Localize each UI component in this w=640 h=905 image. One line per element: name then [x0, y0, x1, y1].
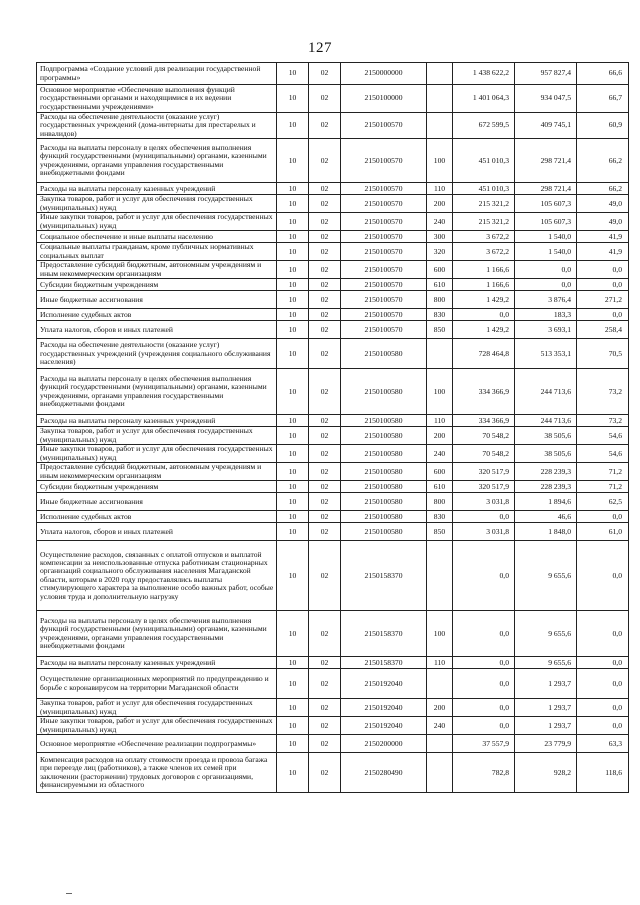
- row-name: Закупка товаров, работ и услуг для обеспечения государственных (муниципальных) нужд: [37, 699, 277, 717]
- row-subsection: 02: [309, 213, 341, 231]
- row-approved-amount: 70 548,2: [453, 427, 515, 445]
- row-section: 10: [277, 279, 309, 291]
- row-executed-amount: 409 745,1: [515, 113, 577, 139]
- row-name: Уплата налогов, сборов и иных платежей: [37, 523, 277, 541]
- row-subsection: 02: [309, 63, 341, 85]
- row-approved-amount: 37 557,9: [453, 735, 515, 753]
- row-executed-amount: 9 655,6: [515, 657, 577, 669]
- row-approved-amount: 320 517,9: [453, 463, 515, 481]
- row-name: Субсидии бюджетным учреждениям: [37, 481, 277, 493]
- row-executed-amount: 957 827,4: [515, 63, 577, 85]
- row-section: 10: [277, 369, 309, 415]
- row-subsection: 02: [309, 113, 341, 139]
- row-target-code: 2150100570: [341, 213, 427, 231]
- row-subsection: 02: [309, 717, 341, 735]
- row-approved-amount: 1 429,2: [453, 291, 515, 309]
- table-row: [37, 493, 629, 511]
- row-execution-percent: 41,9: [577, 231, 629, 243]
- table-row: [37, 63, 629, 85]
- row-subsection: 02: [309, 523, 341, 541]
- row-approved-amount: 3 031,8: [453, 523, 515, 541]
- row-target-code: 2150158370: [341, 541, 427, 611]
- row-subsection: 02: [309, 463, 341, 481]
- row-section: 10: [277, 657, 309, 669]
- row-subsection: 02: [309, 85, 341, 113]
- row-executed-amount: 0,0: [515, 261, 577, 279]
- row-subsection: 02: [309, 183, 341, 195]
- row-target-code: 2150100570: [341, 183, 427, 195]
- row-section: 10: [277, 493, 309, 511]
- row-approved-amount: 782,8: [453, 753, 515, 793]
- row-expense-type: 320: [427, 243, 453, 261]
- row-target-code: 2150100570: [341, 139, 427, 183]
- row-expense-type: 110: [427, 657, 453, 669]
- row-executed-amount: 105 607,3: [515, 213, 577, 231]
- row-name: Расходы на выплаты персоналу в целях обеспечения выполнения функций государственными (муниципальными) органами, казенными учреждениями, органами управления государственными внебюджетными фондами: [37, 369, 277, 415]
- row-subsection: 02: [309, 279, 341, 291]
- row-subsection: 02: [309, 481, 341, 493]
- row-target-code: 2150000000: [341, 63, 427, 85]
- row-name: Расходы на выплаты персоналу в целях обеспечения выполнения функций государственными (муниципальными) органами, казенными учреждениями, органами управления государственными внебюджетными фондами: [37, 611, 277, 657]
- row-execution-percent: 62,5: [577, 493, 629, 511]
- budget-table-wrapper: [36, 62, 629, 793]
- table-row: [37, 481, 629, 493]
- row-executed-amount: 934 047,5: [515, 85, 577, 113]
- row-section: 10: [277, 309, 309, 321]
- row-target-code: 2150192040: [341, 699, 427, 717]
- row-expense-type: 240: [427, 717, 453, 735]
- row-executed-amount: 3 693,1: [515, 321, 577, 339]
- row-name: Компенсация расходов на оплату стоимости проезда и провоза багажа при переезде лиц (работников), а также членов их семей при заключении (расторжении) трудовых договоров с организациями, финансируемыми из областного: [37, 753, 277, 793]
- row-executed-amount: 1 540,0: [515, 243, 577, 261]
- table-row: [37, 113, 629, 139]
- row-executed-amount: 46,6: [515, 511, 577, 523]
- row-section: 10: [277, 541, 309, 611]
- row-subsection: 02: [309, 657, 341, 669]
- row-subsection: 02: [309, 445, 341, 463]
- table-row: [37, 279, 629, 291]
- row-subsection: 02: [309, 493, 341, 511]
- table-row: [37, 139, 629, 183]
- row-section: 10: [277, 481, 309, 493]
- row-subsection: 02: [309, 699, 341, 717]
- row-target-code: 2150280490: [341, 753, 427, 793]
- row-execution-percent: 71,2: [577, 481, 629, 493]
- row-section: 10: [277, 717, 309, 735]
- page-number: 127: [308, 40, 332, 56]
- row-execution-percent: 0,0: [577, 309, 629, 321]
- row-target-code: 2150100580: [341, 493, 427, 511]
- row-expense-type: [427, 85, 453, 113]
- row-subsection: 02: [309, 291, 341, 309]
- row-execution-percent: 0,0: [577, 541, 629, 611]
- row-approved-amount: 334 366,9: [453, 415, 515, 427]
- row-subsection: 02: [309, 243, 341, 261]
- row-expense-type: 610: [427, 279, 453, 291]
- row-target-code: 2150100570: [341, 113, 427, 139]
- row-subsection: 02: [309, 753, 341, 793]
- row-target-code: 2150100570: [341, 243, 427, 261]
- row-execution-percent: 0,0: [577, 611, 629, 657]
- row-target-code: 2150100570: [341, 261, 427, 279]
- row-expense-type: 200: [427, 195, 453, 213]
- row-approved-amount: 728 464,8: [453, 339, 515, 369]
- row-name: Осуществление расходов, связанных с оплатой отпусков и выплатой компенсации за неиспользованные отпуска работникам стационарных организаций социального обслуживания населения Магаданской области, которым в 2020 году предоставлялись выплаты стимулирующего характера за выполнение особо важных работ, особые условия труда и дополнительную нагрузку: [37, 541, 277, 611]
- row-subsection: 02: [309, 139, 341, 183]
- table-row: [37, 369, 629, 415]
- row-section: 10: [277, 321, 309, 339]
- row-execution-percent: 0,0: [577, 717, 629, 735]
- row-executed-amount: 183,3: [515, 309, 577, 321]
- budget-table: [36, 62, 629, 793]
- row-approved-amount: 1 438 622,2: [453, 63, 515, 85]
- row-executed-amount: 1 293,7: [515, 717, 577, 735]
- row-name: Субсидии бюджетным учреждениям: [37, 279, 277, 291]
- row-expense-type: 200: [427, 427, 453, 445]
- row-target-code: 2150100570: [341, 279, 427, 291]
- row-execution-percent: 71,2: [577, 463, 629, 481]
- row-execution-percent: 60,9: [577, 113, 629, 139]
- row-name: Иные бюджетные ассигнования: [37, 493, 277, 511]
- row-subsection: 02: [309, 321, 341, 339]
- row-approved-amount: 0,0: [453, 541, 515, 611]
- table-row: [37, 523, 629, 541]
- row-approved-amount: 672 599,5: [453, 113, 515, 139]
- row-target-code: 2150200000: [341, 735, 427, 753]
- row-target-code: 2150158370: [341, 657, 427, 669]
- row-name: Закупка товаров, работ и услуг для обеспечения государственных (муниципальных) нужд: [37, 427, 277, 445]
- row-execution-percent: 49,0: [577, 213, 629, 231]
- row-execution-percent: 70,5: [577, 339, 629, 369]
- row-name: Закупка товаров, работ и услуг для обеспечения государственных (муниципальных) нужд: [37, 195, 277, 213]
- row-executed-amount: 38 505,6: [515, 445, 577, 463]
- row-expense-type: 600: [427, 261, 453, 279]
- row-expense-type: 800: [427, 291, 453, 309]
- table-row: [37, 717, 629, 735]
- row-target-code: 2150100580: [341, 511, 427, 523]
- table-row: [37, 309, 629, 321]
- row-expense-type: [427, 113, 453, 139]
- row-section: 10: [277, 669, 309, 699]
- row-expense-type: 830: [427, 511, 453, 523]
- row-execution-percent: 73,2: [577, 369, 629, 415]
- row-execution-percent: 66,2: [577, 139, 629, 183]
- row-section: 10: [277, 261, 309, 279]
- row-executed-amount: 228 239,3: [515, 463, 577, 481]
- row-subsection: 02: [309, 261, 341, 279]
- table-row: [37, 195, 629, 213]
- row-section: 10: [277, 85, 309, 113]
- row-target-code: 2150100580: [341, 481, 427, 493]
- row-executed-amount: 298 721,4: [515, 139, 577, 183]
- row-subsection: 02: [309, 369, 341, 415]
- row-expense-type: 850: [427, 523, 453, 541]
- row-expense-type: 100: [427, 369, 453, 415]
- row-name: Расходы на выплаты персоналу в целях обеспечения выполнения функций государственными (муниципальными) органами, казенными учреждениями, органами управления государственными внебюджетными фондами: [37, 139, 277, 183]
- row-target-code: 2150192040: [341, 717, 427, 735]
- row-approved-amount: 0,0: [453, 717, 515, 735]
- row-section: 10: [277, 291, 309, 309]
- row-approved-amount: 0,0: [453, 309, 515, 321]
- row-subsection: 02: [309, 427, 341, 445]
- row-execution-percent: 49,0: [577, 195, 629, 213]
- row-target-code: 2150192040: [341, 669, 427, 699]
- table-row: [37, 445, 629, 463]
- row-section: 10: [277, 243, 309, 261]
- row-executed-amount: 228 239,3: [515, 481, 577, 493]
- table-row: [37, 415, 629, 427]
- row-name: Иные закупки товаров, работ и услуг для обеспечения государственных (муниципальных) нужд: [37, 445, 277, 463]
- row-target-code: 2150100580: [341, 415, 427, 427]
- row-executed-amount: 105 607,3: [515, 195, 577, 213]
- row-execution-percent: 0,0: [577, 261, 629, 279]
- row-section: 10: [277, 139, 309, 183]
- row-name: Иные бюджетные ассигнования: [37, 291, 277, 309]
- row-approved-amount: 0,0: [453, 699, 515, 717]
- row-executed-amount: 9 655,6: [515, 541, 577, 611]
- row-expense-type: 100: [427, 139, 453, 183]
- row-section: 10: [277, 415, 309, 427]
- row-expense-type: [427, 339, 453, 369]
- row-section: 10: [277, 523, 309, 541]
- table-row: [37, 291, 629, 309]
- row-name: Расходы на обеспечение деятельности (оказание услуг) государственных учреждений (дома-интернаты для престарелых и инвалидов): [37, 113, 277, 139]
- row-expense-type: 100: [427, 611, 453, 657]
- row-subsection: 02: [309, 511, 341, 523]
- row-target-code: 2150100570: [341, 195, 427, 213]
- row-approved-amount: 451 010,3: [453, 139, 515, 183]
- row-section: 10: [277, 753, 309, 793]
- row-section: 10: [277, 183, 309, 195]
- row-execution-percent: 0,0: [577, 511, 629, 523]
- row-name: Предоставление субсидий бюджетным, автономным учреждениям и иным некоммерческим организациям: [37, 261, 277, 279]
- row-approved-amount: 3 031,8: [453, 493, 515, 511]
- row-expense-type: 110: [427, 415, 453, 427]
- table-row: [37, 511, 629, 523]
- row-expense-type: [427, 669, 453, 699]
- row-approved-amount: 215 321,2: [453, 195, 515, 213]
- row-approved-amount: 1 166,6: [453, 261, 515, 279]
- row-target-code: 2150100580: [341, 463, 427, 481]
- row-name: Основное мероприятие «Обеспечение выполнения функций государственными органами и находящимися в их ведении государственными учреждениями»: [37, 85, 277, 113]
- table-row: [37, 231, 629, 243]
- row-section: 10: [277, 231, 309, 243]
- table-row: [37, 339, 629, 369]
- row-name: Расходы на выплаты персоналу казенных учреждений: [37, 415, 277, 427]
- row-subsection: 02: [309, 735, 341, 753]
- row-execution-percent: 0,0: [577, 657, 629, 669]
- row-expense-type: 110: [427, 183, 453, 195]
- row-approved-amount: 3 672,2: [453, 231, 515, 243]
- row-subsection: 02: [309, 541, 341, 611]
- table-row: [37, 183, 629, 195]
- row-executed-amount: 38 505,6: [515, 427, 577, 445]
- row-executed-amount: 244 713,6: [515, 415, 577, 427]
- row-approved-amount: 1 429,2: [453, 321, 515, 339]
- row-name: Расходы на выплаты персоналу казенных учреждений: [37, 183, 277, 195]
- row-approved-amount: 0,0: [453, 657, 515, 669]
- row-expense-type: 830: [427, 309, 453, 321]
- row-approved-amount: 3 672,2: [453, 243, 515, 261]
- row-target-code: 2150158370: [341, 611, 427, 657]
- row-executed-amount: 513 353,1: [515, 339, 577, 369]
- row-executed-amount: 298 721,4: [515, 183, 577, 195]
- row-name: Расходы на выплаты персоналу казенных учреждений: [37, 657, 277, 669]
- row-executed-amount: 244 713,6: [515, 369, 577, 415]
- row-approved-amount: 215 321,2: [453, 213, 515, 231]
- row-section: 10: [277, 63, 309, 85]
- row-section: 10: [277, 463, 309, 481]
- row-execution-percent: 66,2: [577, 183, 629, 195]
- row-name: Основное мероприятие «Обеспечение реализации подпрограммы»: [37, 735, 277, 753]
- row-name: Иные закупки товаров, работ и услуг для обеспечения государственных (муниципальных) нужд: [37, 213, 277, 231]
- row-approved-amount: 0,0: [453, 611, 515, 657]
- row-execution-percent: 0,0: [577, 699, 629, 717]
- row-approved-amount: 0,0: [453, 511, 515, 523]
- row-expense-type: 300: [427, 231, 453, 243]
- table-row: [37, 243, 629, 261]
- table-row: [37, 753, 629, 793]
- table-row: [37, 735, 629, 753]
- row-executed-amount: 23 779,9: [515, 735, 577, 753]
- row-name: Расходы на обеспечение деятельности (оказание услуг) государственных учреждений (учреждения социального обслуживания населения): [37, 339, 277, 369]
- row-target-code: 2150100570: [341, 231, 427, 243]
- row-target-code: 2150100580: [341, 445, 427, 463]
- row-target-code: 2150100570: [341, 291, 427, 309]
- row-approved-amount: 451 010,3: [453, 183, 515, 195]
- row-approved-amount: 1 166,6: [453, 279, 515, 291]
- row-subsection: 02: [309, 195, 341, 213]
- row-expense-type: 240: [427, 213, 453, 231]
- row-section: 10: [277, 611, 309, 657]
- row-section: 10: [277, 213, 309, 231]
- row-executed-amount: 928,2: [515, 753, 577, 793]
- row-name: Уплата налогов, сборов и иных платежей: [37, 321, 277, 339]
- table-row: [37, 541, 629, 611]
- row-expense-type: 850: [427, 321, 453, 339]
- row-execution-percent: 61,0: [577, 523, 629, 541]
- row-expense-type: [427, 63, 453, 85]
- row-target-code: 2150100000: [341, 85, 427, 113]
- row-target-code: 2150100580: [341, 369, 427, 415]
- row-executed-amount: 1 540,0: [515, 231, 577, 243]
- row-subsection: 02: [309, 309, 341, 321]
- row-target-code: 2150100580: [341, 339, 427, 369]
- row-execution-percent: 41,9: [577, 243, 629, 261]
- table-row: [37, 213, 629, 231]
- row-executed-amount: 1 293,7: [515, 699, 577, 717]
- table-row: [37, 657, 629, 669]
- row-execution-percent: 66,6: [577, 63, 629, 85]
- table-row: [37, 427, 629, 445]
- row-expense-type: 610: [427, 481, 453, 493]
- row-expense-type: 240: [427, 445, 453, 463]
- scan-mark: [66, 893, 72, 894]
- row-subsection: 02: [309, 231, 341, 243]
- row-name: Иные закупки товаров, работ и услуг для обеспечения государственных (муниципальных) нужд: [37, 717, 277, 735]
- row-name: Исполнение судебных актов: [37, 309, 277, 321]
- row-name: Подпрограмма «Создание условий для реализации государственной программы»: [37, 63, 277, 85]
- row-target-code: 2150100580: [341, 427, 427, 445]
- row-section: 10: [277, 113, 309, 139]
- table-row: [37, 463, 629, 481]
- row-expense-type: [427, 735, 453, 753]
- row-section: 10: [277, 699, 309, 717]
- row-approved-amount: 320 517,9: [453, 481, 515, 493]
- row-execution-percent: 66,7: [577, 85, 629, 113]
- row-section: 10: [277, 511, 309, 523]
- table-row: [37, 321, 629, 339]
- row-executed-amount: 1 293,7: [515, 669, 577, 699]
- row-executed-amount: 0,0: [515, 279, 577, 291]
- row-executed-amount: 3 876,4: [515, 291, 577, 309]
- row-subsection: 02: [309, 611, 341, 657]
- row-executed-amount: 1 894,6: [515, 493, 577, 511]
- row-subsection: 02: [309, 339, 341, 369]
- row-approved-amount: 1 401 064,3: [453, 85, 515, 113]
- row-name: Социальное обеспечение и иные выплаты населению: [37, 231, 277, 243]
- row-name: Осуществление организационных мероприятий по предупреждению и борьбе с коронавирусом на территории Магаданской области: [37, 669, 277, 699]
- row-expense-type: 800: [427, 493, 453, 511]
- row-execution-percent: 271,2: [577, 291, 629, 309]
- row-approved-amount: 334 366,9: [453, 369, 515, 415]
- row-section: 10: [277, 339, 309, 369]
- row-section: 10: [277, 427, 309, 445]
- row-section: 10: [277, 195, 309, 213]
- row-expense-type: [427, 753, 453, 793]
- row-expense-type: [427, 541, 453, 611]
- row-subsection: 02: [309, 669, 341, 699]
- row-section: 10: [277, 445, 309, 463]
- row-execution-percent: 63,3: [577, 735, 629, 753]
- row-executed-amount: 9 655,6: [515, 611, 577, 657]
- row-name: Исполнение судебных актов: [37, 511, 277, 523]
- row-subsection: 02: [309, 415, 341, 427]
- table-row: [37, 611, 629, 657]
- row-target-code: 2150100570: [341, 321, 427, 339]
- row-approved-amount: 70 548,2: [453, 445, 515, 463]
- table-body: [37, 63, 629, 793]
- row-name: Социальные выплаты гражданам, кроме публичных нормативных социальных выплат: [37, 243, 277, 261]
- row-execution-percent: 0,0: [577, 669, 629, 699]
- row-section: 10: [277, 735, 309, 753]
- row-executed-amount: 1 848,0: [515, 523, 577, 541]
- table-row: [37, 261, 629, 279]
- table-row: [37, 669, 629, 699]
- row-expense-type: 600: [427, 463, 453, 481]
- row-execution-percent: 73,2: [577, 415, 629, 427]
- row-target-code: 2150100580: [341, 523, 427, 541]
- row-execution-percent: 54,6: [577, 427, 629, 445]
- table-row: [37, 699, 629, 717]
- row-execution-percent: 0,0: [577, 279, 629, 291]
- row-execution-percent: 258,4: [577, 321, 629, 339]
- table-row: [37, 85, 629, 113]
- row-target-code: 2150100570: [341, 309, 427, 321]
- row-expense-type: 200: [427, 699, 453, 717]
- row-execution-percent: 54,6: [577, 445, 629, 463]
- row-execution-percent: 118,6: [577, 753, 629, 793]
- row-approved-amount: 0,0: [453, 669, 515, 699]
- row-name: Предоставление субсидий бюджетным, автономным учреждениям и иным некоммерческим организациям: [37, 463, 277, 481]
